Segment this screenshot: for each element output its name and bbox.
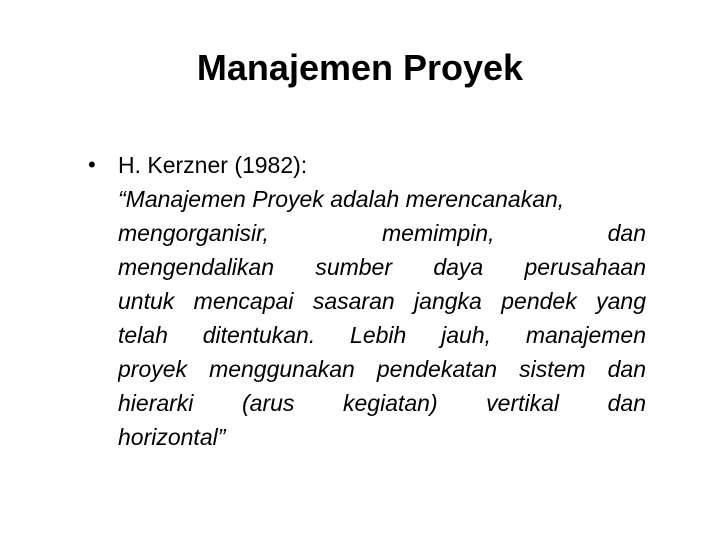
author-citation: H. Kerzner (1982): bbox=[118, 152, 308, 178]
quote-line: horizontal” bbox=[118, 424, 226, 450]
quote-line: telah ditentukan. Lebih jauh, manajemen bbox=[118, 322, 646, 348]
slide-title: Manajemen Proyek bbox=[196, 47, 524, 88]
quote-line: hierarki (arus kegiatan) vertikal dan bbox=[118, 390, 646, 416]
quote-line: untuk mencapai sasaran jangka pendek yang bbox=[118, 288, 646, 314]
quote-line: mengorganisir, memimpin, dan bbox=[118, 220, 646, 246]
bullet-marker: • bbox=[88, 152, 96, 177]
definition-quote bbox=[118, 182, 646, 454]
quote-line: mengendalikan sumber daya perusahaan bbox=[118, 254, 646, 280]
quote-line: “Manajemen Proyek adalah merencanakan, bbox=[118, 186, 565, 212]
bullet-author-line bbox=[88, 148, 648, 182]
bullet-item bbox=[88, 148, 648, 454]
quote-line: proyek menggunakan pendekatan sistem dan bbox=[118, 356, 646, 382]
